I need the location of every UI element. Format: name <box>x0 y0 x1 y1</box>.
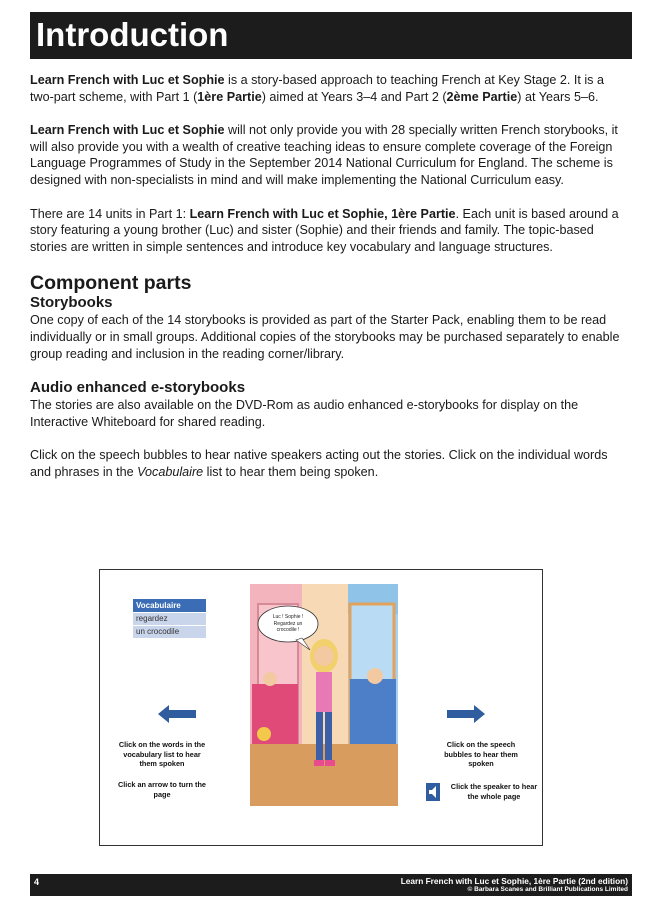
footer-copyright: © Barbara Scanes and Brilliant Publications Limited <box>467 886 628 893</box>
intro-paragraph-2 <box>30 122 630 188</box>
hint-arrow: Click an arrow to turn the page <box>118 780 206 799</box>
page-title: Introduction <box>36 16 229 53</box>
intro-text: will not only provide you with 28 specially written French storybooks, it will also provide you with a wealth of creative teaching ideas to ensure complete coverage of the Foreign Language Programmes of Study in the September 2014 National Curriculum for England. The scheme is designed with non-specialists in mind and will make implementing the National Curriculum easy. <box>30 123 618 187</box>
part-one-label: 1ère Partie <box>197 89 262 104</box>
arrow-right-icon[interactable] <box>447 705 485 723</box>
intro-paragraph-1 <box>30 72 630 105</box>
speech-bubble[interactable]: Luc ! Sophie ! Regardez un crocodile ! <box>272 614 304 633</box>
product-name: Learn French with Luc et Sophie <box>30 123 225 138</box>
e-storybook-screenshot <box>99 569 543 846</box>
hint-bubbles: Click on the speech bubbles to hear them spoken <box>444 740 518 768</box>
vocabulary-list <box>133 599 206 638</box>
subheading-audio: Audio enhanced e-storybooks <box>30 379 246 397</box>
section-heading: Component parts <box>30 272 192 295</box>
vocabulary-title: Vocabulaire <box>133 599 206 612</box>
page-header <box>30 12 632 59</box>
audio-paragraph: The stories are also available on the DVD-Rom as audio enhanced e-storybooks for display on the Interactive Whiteboard for shared reading. <box>30 398 579 429</box>
intro-text: ) at Years 5–6. <box>517 89 599 104</box>
click-paragraph <box>30 447 630 480</box>
intro-paragraph-3 <box>30 206 630 256</box>
intro-text: . Each unit is based around a story featuring a young brother (Luc) and sister (Sophie) and their friends and family. The topic-based stories are written in simple sentences and introduce key vocabulary and language structures. <box>30 206 619 254</box>
storybooks-paragraph: One copy of each of the 14 storybooks is provided as part of the Starter Pack, enabling them to be read individually or in small groups. Additional copies of the storybooks may be purchased separately to enable group reading and inclusion in the reading corner/library. <box>30 313 620 361</box>
page-number: 4 <box>34 877 40 887</box>
main-content <box>30 72 630 498</box>
intro-text: ) aimed at Years 3–4 and Part 2 ( <box>261 89 447 104</box>
page-footer <box>30 874 632 896</box>
vocabulaire-term: Vocabulaire <box>137 464 204 479</box>
hint-speaker: Click the speaker to hear the whole page <box>450 782 538 801</box>
click-text: Click on the speech bubbles to hear native speakers acting out the stories. Click on the individual words and phrases in the <box>30 448 608 479</box>
arrow-left-icon[interactable] <box>158 705 196 723</box>
hint-vocabulary: Click on the words in the vocabulary list to hear them spoken <box>118 740 206 768</box>
part-two-label: 2ème Partie <box>446 89 518 104</box>
product-name: Learn French with Luc et Sophie <box>30 73 225 87</box>
footer-title: Learn French with Luc et Sophie, 1ère Partie (2nd edition) <box>400 876 628 886</box>
vocabulary-item[interactable]: regardez <box>133 612 206 625</box>
intro-text: There are 14 units in Part 1: <box>30 206 190 221</box>
click-text: list to hear them being spoken. <box>203 464 379 479</box>
product-name: Learn French with Luc et Sophie, 1ère Partie <box>189 206 456 221</box>
subheading-storybooks: Storybooks <box>30 294 113 312</box>
speaker-icon[interactable] <box>426 783 440 801</box>
vocabulary-item[interactable]: un crocodile <box>133 625 206 638</box>
intro-text: is a story-based approach to teaching French at Key Stage 2. It is a two-part scheme, with Part 1 ( <box>30 73 604 104</box>
